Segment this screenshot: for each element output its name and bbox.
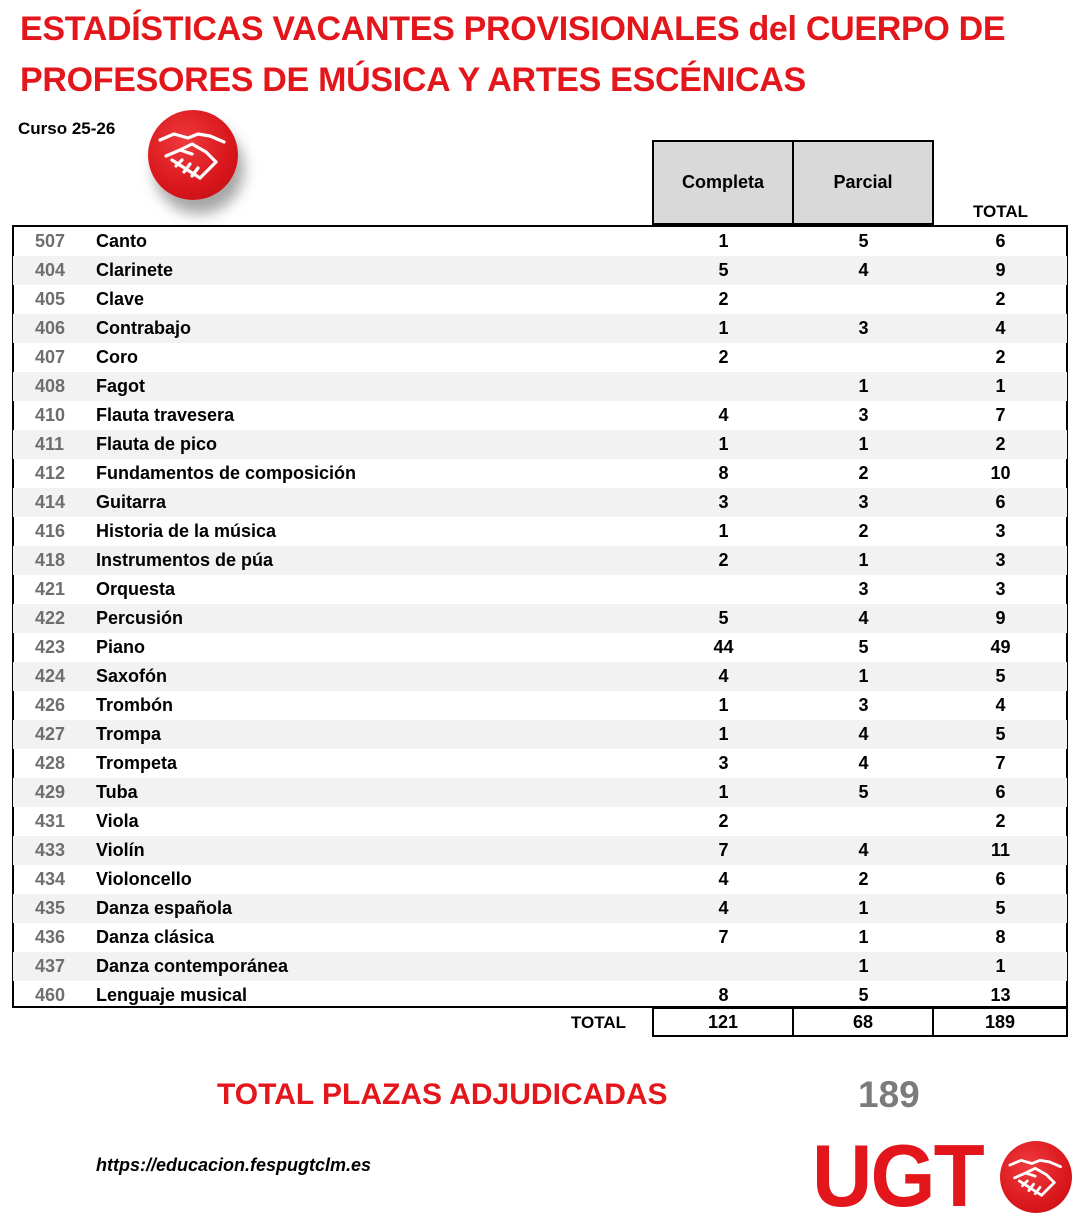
row-code: 412 (35, 463, 66, 483)
row-parcial: 4 (858, 260, 869, 280)
page-title (20, 4, 1070, 106)
row-code: 435 (35, 898, 66, 918)
table-row (13, 923, 1067, 952)
table-row (13, 227, 1067, 256)
table-row (13, 865, 1067, 894)
row-parcial: 3 (858, 579, 869, 599)
table-row (13, 256, 1067, 285)
row-name: Saxofón (96, 666, 168, 686)
row-completa: 4 (718, 898, 729, 918)
website-link[interactable]: https://educacion.fespugtclm.es (96, 1155, 372, 1175)
row-completa: 3 (718, 492, 729, 512)
table-row (13, 952, 1067, 981)
row-completa: 8 (718, 985, 729, 1005)
table-row (13, 749, 1067, 778)
table-row (13, 517, 1067, 546)
table-row (13, 807, 1067, 836)
row-total: 4 (995, 695, 1006, 715)
row-code: 427 (35, 724, 66, 744)
row-total: 6 (995, 231, 1006, 251)
row-total: 2 (995, 347, 1006, 367)
row-name: Danza contemporánea (96, 956, 289, 976)
row-code: 434 (35, 869, 66, 889)
row-parcial: 3 (858, 405, 869, 425)
row-code: 433 (35, 840, 66, 860)
row-completa: 5 (718, 260, 729, 280)
table-row (13, 546, 1067, 575)
row-completa: 1 (718, 521, 729, 541)
row-parcial: 1 (858, 898, 869, 918)
row-name: Danza española (96, 898, 233, 918)
row-total: 11 (990, 840, 1011, 860)
row-completa: 2 (718, 289, 729, 309)
row-parcial: 3 (858, 695, 869, 715)
row-total: 1 (995, 376, 1006, 396)
table-row (13, 720, 1067, 749)
row-name: Clarinete (96, 260, 174, 280)
row-code: 406 (35, 318, 66, 338)
table-row (13, 894, 1067, 923)
row-parcial: 2 (858, 463, 869, 483)
total-plazas-value: 189 (858, 1074, 920, 1115)
row-code: 407 (35, 347, 66, 367)
handshake-icon (1008, 1154, 1064, 1200)
row-completa: 1 (718, 724, 729, 744)
handshake-logo (148, 110, 238, 200)
row-name: Trombón (96, 695, 173, 715)
row-completa: 7 (718, 840, 729, 860)
row-total: 7 (995, 753, 1006, 773)
table-row (13, 633, 1067, 662)
row-completa: 44 (713, 637, 734, 657)
row-code: 405 (35, 289, 66, 309)
row-name: Flauta travesera (96, 405, 235, 425)
table-row (13, 401, 1067, 430)
row-completa: 4 (718, 405, 729, 425)
row-code: 411 (35, 434, 65, 454)
row-total: 2 (995, 434, 1006, 454)
row-total: 5 (995, 898, 1006, 918)
title-line-2: PROFESORES DE MÚSICA Y ARTES ESCÉNICAS (20, 61, 806, 99)
row-name: Guitarra (96, 492, 167, 512)
row-parcial: 1 (858, 666, 869, 686)
row-completa: 2 (718, 550, 729, 570)
row-name: Coro (96, 347, 138, 367)
row-code: 423 (35, 637, 66, 657)
table-row (13, 343, 1067, 372)
row-total: 2 (995, 289, 1006, 309)
row-code: 437 (35, 956, 66, 976)
row-parcial: 3 (858, 318, 869, 338)
row-parcial: 1 (858, 956, 869, 976)
row-name: Fagot (96, 376, 145, 396)
column-header-total: TOTAL (972, 202, 1029, 221)
row-code: 431 (35, 811, 66, 831)
row-name: Percusión (96, 608, 184, 628)
table-row (13, 575, 1067, 604)
row-parcial: 1 (858, 550, 869, 570)
handshake-icon (158, 126, 228, 184)
row-parcial: 4 (858, 608, 869, 628)
row-parcial: 5 (858, 231, 869, 251)
row-total: 8 (995, 927, 1006, 947)
row-code: 418 (35, 550, 66, 570)
course-label: Curso 25-26 (18, 119, 116, 138)
row-completa: 4 (718, 666, 729, 686)
row-parcial: 4 (858, 753, 869, 773)
row-total: 5 (995, 666, 1006, 686)
row-code: 404 (35, 260, 66, 280)
table-row (13, 372, 1067, 401)
column-header-parcial: Parcial (792, 140, 934, 225)
row-parcial: 2 (858, 521, 869, 541)
row-total: 49 (990, 637, 1011, 657)
row-completa: 2 (718, 811, 729, 831)
row-total: 6 (995, 782, 1006, 802)
row-parcial: 1 (858, 434, 869, 454)
row-name: Flauta de pico (96, 434, 218, 454)
row-name: Orquesta (96, 579, 176, 599)
row-total: 13 (990, 985, 1011, 1005)
row-total: 6 (995, 492, 1006, 512)
row-parcial: 4 (858, 840, 869, 860)
table-body (12, 227, 1068, 1010)
row-parcial: 1 (858, 376, 869, 396)
row-total: 4 (995, 318, 1006, 338)
table-row (13, 836, 1067, 865)
row-code: 422 (35, 608, 66, 628)
row-name: Lenguaje musical (96, 985, 248, 1005)
row-name: Historia de la música (96, 521, 277, 541)
row-total: 9 (995, 260, 1006, 280)
total-completa: 121 (652, 1007, 794, 1037)
row-completa: 8 (718, 463, 729, 483)
row-name: Contrabajo (96, 318, 192, 338)
row-total: 3 (995, 579, 1006, 599)
ugt-logo-text: UGT (812, 1126, 983, 1225)
table-row (13, 662, 1067, 691)
row-parcial: 2 (858, 869, 869, 889)
row-total: 9 (995, 608, 1006, 628)
row-name: Instrumentos de púa (96, 550, 274, 570)
row-total: 1 (995, 956, 1006, 976)
row-name: Danza clásica (96, 927, 215, 947)
row-completa: 4 (718, 869, 729, 889)
row-parcial: 5 (858, 985, 869, 1005)
total-parcial: 68 (792, 1007, 934, 1037)
table-row (13, 314, 1067, 343)
row-completa: 1 (718, 318, 729, 338)
row-completa: 7 (718, 927, 729, 947)
row-total: 10 (990, 463, 1011, 483)
row-name: Trompa (96, 724, 162, 744)
table-row (13, 604, 1067, 633)
row-completa: 1 (718, 782, 729, 802)
row-completa: 1 (718, 231, 729, 251)
row-completa: 5 (718, 608, 729, 628)
totals-label: TOTAL (570, 1013, 626, 1032)
row-completa: 1 (718, 695, 729, 715)
row-parcial: 5 (858, 782, 869, 802)
row-name: Clave (96, 289, 145, 309)
total-general: 189 (932, 1007, 1068, 1037)
row-name: Tuba (96, 782, 138, 802)
table-row (13, 691, 1067, 720)
row-name: Piano (96, 637, 146, 657)
table-row (13, 459, 1067, 488)
row-name: Violoncello (96, 869, 192, 889)
row-parcial: 1 (858, 927, 869, 947)
row-code: 428 (35, 753, 66, 773)
row-name: Fundamentos de composición (96, 463, 357, 483)
row-code: 410 (35, 405, 66, 425)
table-row (13, 778, 1067, 807)
row-total: 3 (995, 550, 1006, 570)
row-total: 5 (995, 724, 1006, 744)
row-parcial: 5 (858, 637, 869, 657)
row-parcial: 3 (858, 492, 869, 512)
row-code: 436 (35, 927, 66, 947)
column-header-completa: Completa (652, 140, 794, 225)
table-row (13, 430, 1067, 459)
row-code: 426 (35, 695, 66, 715)
row-code: 414 (35, 492, 66, 512)
row-code: 429 (35, 782, 66, 802)
row-code: 460 (35, 985, 66, 1005)
total-plazas-label: TOTAL PLAZAS ADJUDICADAS (217, 1078, 668, 1111)
row-code: 421 (35, 579, 66, 599)
row-completa: 3 (718, 753, 729, 773)
row-total: 6 (995, 869, 1006, 889)
table-row (13, 285, 1067, 314)
row-total: 7 (995, 405, 1006, 425)
row-code: 416 (35, 521, 66, 541)
row-name: Viola (96, 811, 139, 831)
row-name: Violín (96, 840, 145, 860)
ugt-logo-circle (1000, 1141, 1072, 1213)
row-completa: 1 (718, 434, 729, 454)
row-total: 2 (995, 811, 1006, 831)
row-name: Canto (96, 231, 147, 251)
row-code: 507 (35, 231, 66, 251)
row-total: 3 (995, 521, 1006, 541)
row-parcial: 4 (858, 724, 869, 744)
row-completa: 2 (718, 347, 729, 367)
row-code: 408 (35, 376, 66, 396)
table-row (13, 981, 1067, 1010)
title-line-1: ESTADÍSTICAS VACANTES PROVISIONALES del CUERPO DE (20, 10, 1006, 48)
row-name: Trompeta (96, 753, 178, 773)
table-row (13, 488, 1067, 517)
row-code: 424 (35, 666, 66, 686)
